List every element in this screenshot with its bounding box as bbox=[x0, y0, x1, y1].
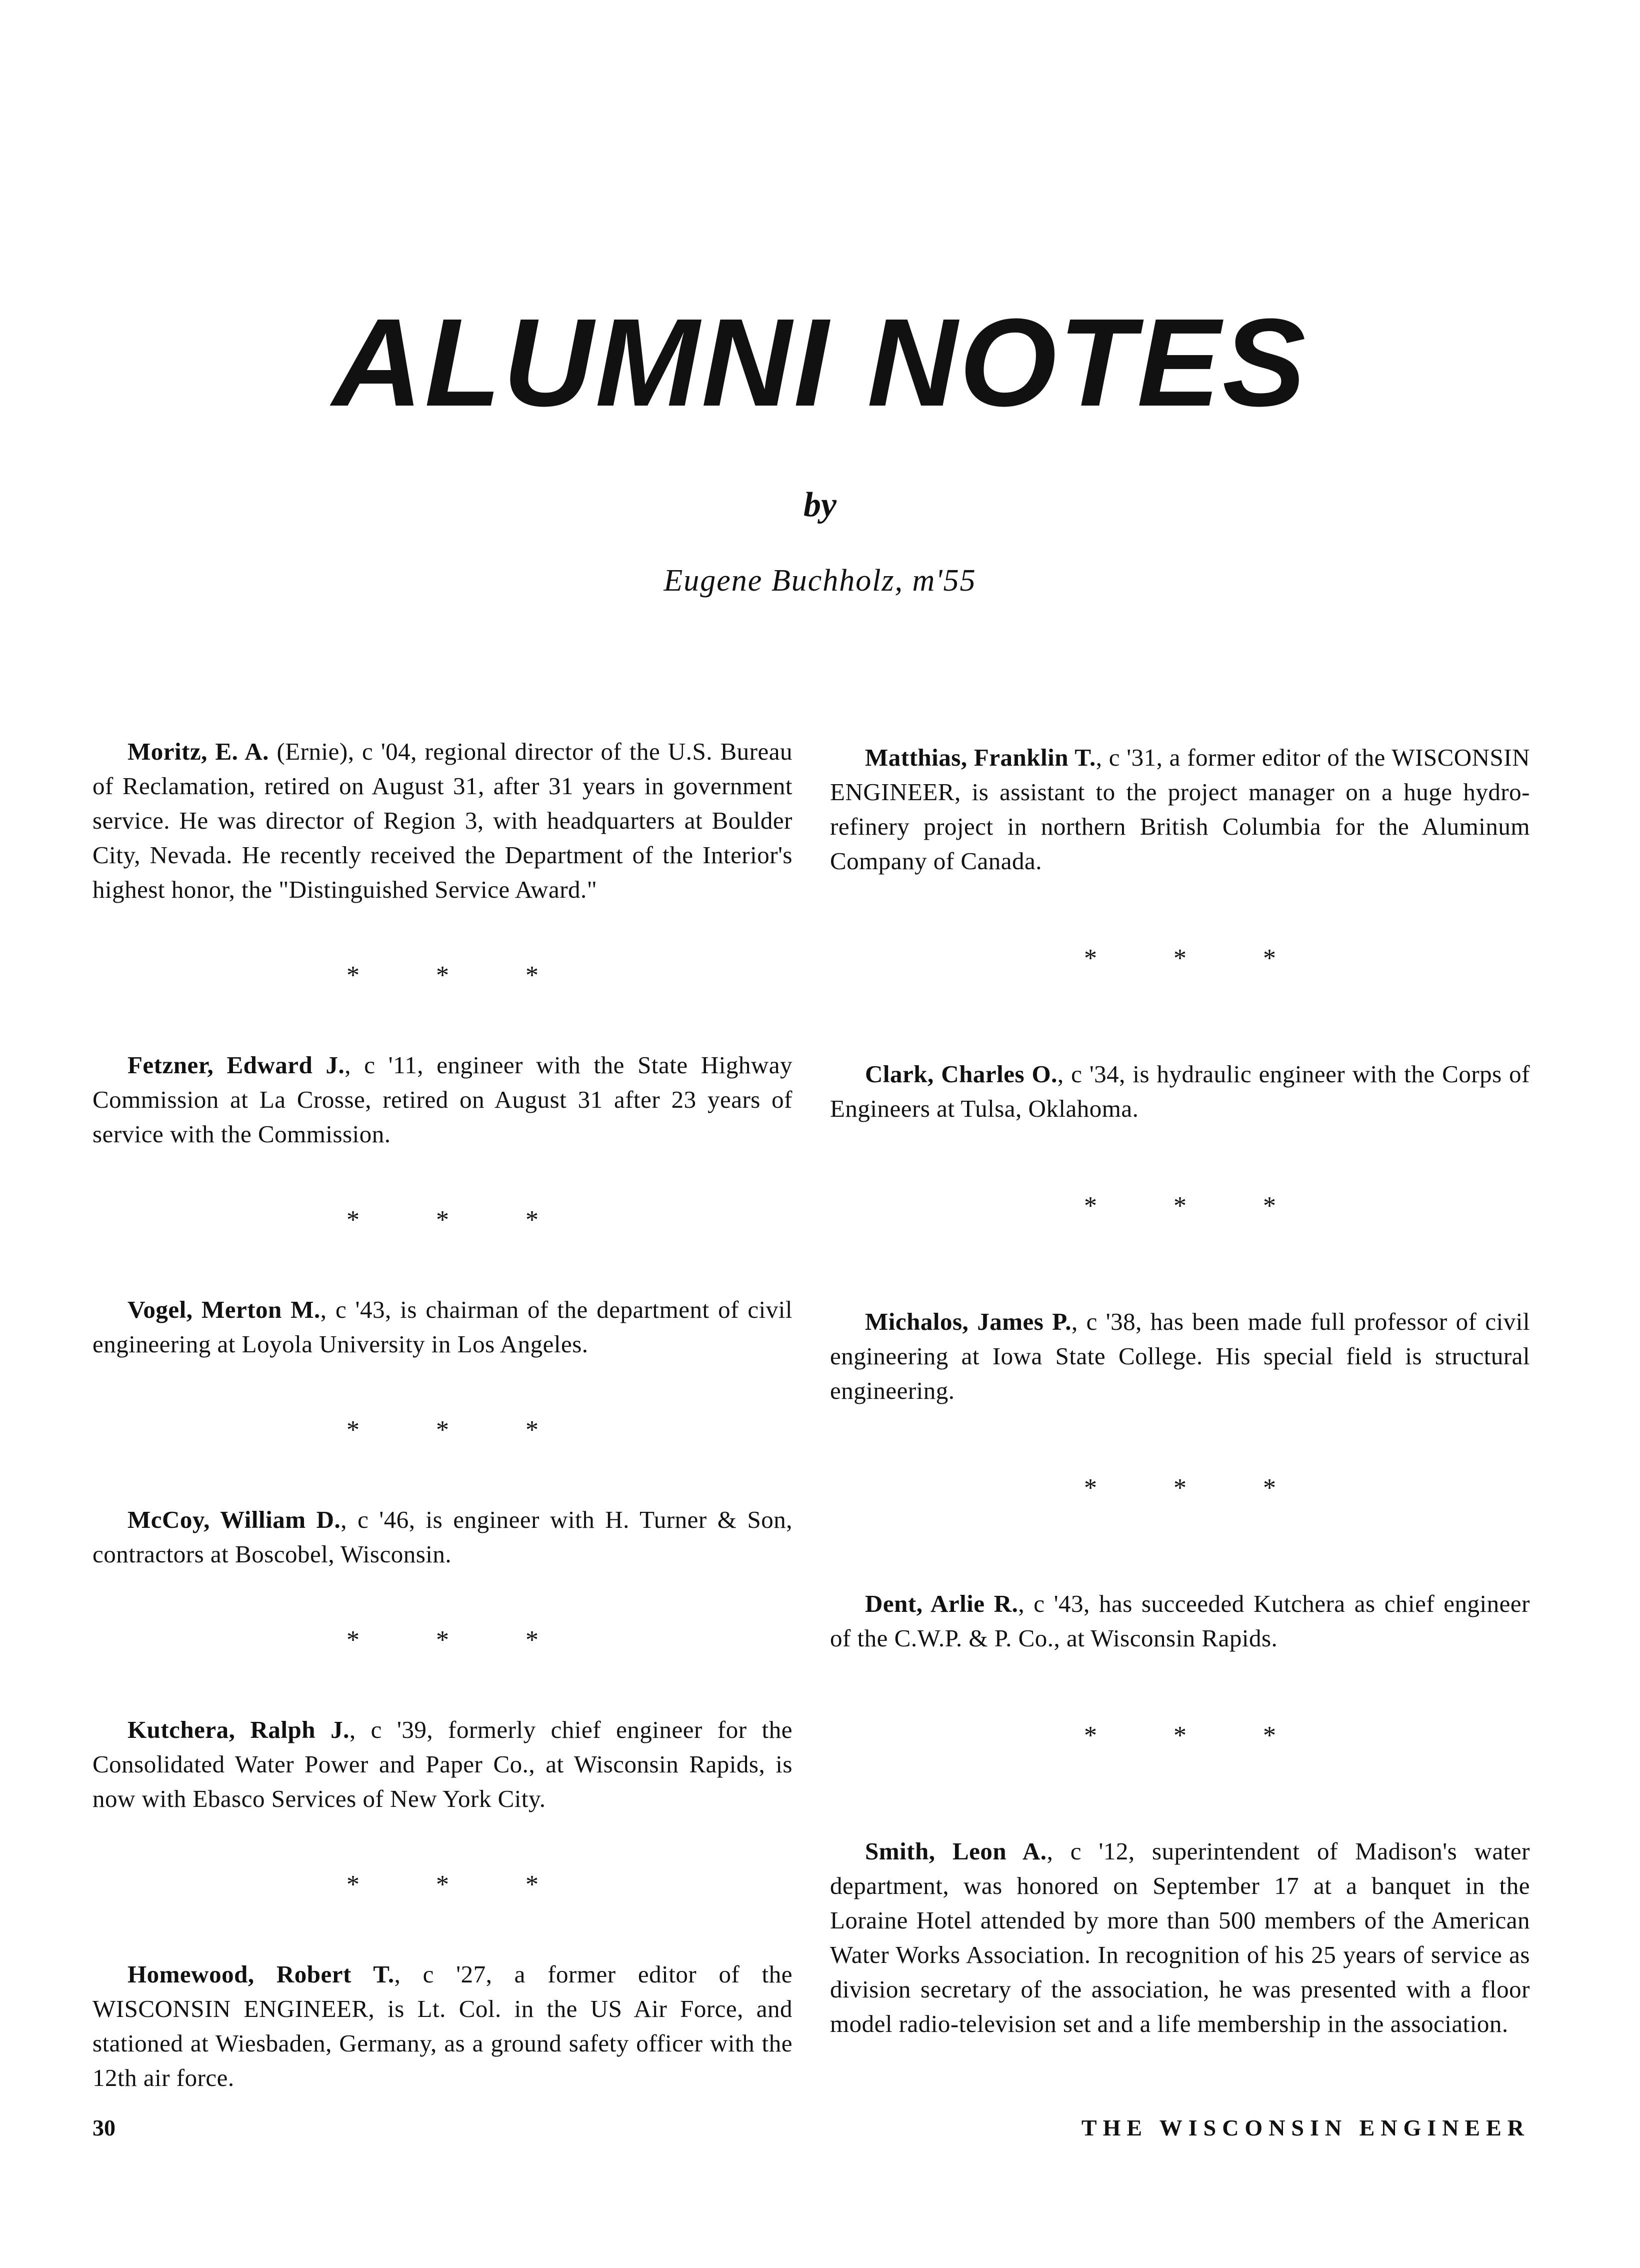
alumni-note-fetzner bbox=[92, 1048, 792, 1151]
alumni-note-clark bbox=[830, 1057, 1530, 1126]
alumni-note-homewood bbox=[92, 1957, 792, 2095]
alumni-note-text: , c '39, formerly chief engineer for the Consolidated Water Power and Paper Co., at Wisconsin Rapids, is now with Ebasco Services of New York City. bbox=[92, 1716, 792, 1812]
alumni-note-matthias bbox=[830, 740, 1530, 878]
alumni-name: Homewood, Robert T. bbox=[128, 1960, 394, 1988]
alumni-note-text: , c '34, is hydraulic engineer with the Corps of Engineers at Tulsa, Oklahoma. bbox=[830, 1060, 1530, 1122]
alumni-note-text: , c '43, has succeeded Kutchera as chief engineer of the C.W.P. & P. Co., at Wisconsin Rapids. bbox=[830, 1590, 1530, 1652]
alumni-name: McCoy, William D. bbox=[128, 1506, 341, 1533]
separator: * * * bbox=[1084, 1192, 1311, 1220]
alumni-note-text: , c '12, superintendent of Madison's water department, was honored on September 17 at a banquet in the Loraine Hotel attended by more than 500 members of the American Water Works Association. In recognition of his 25 years of service as division secretary of the association, he was presented with a floor model radio-television set and a life membership in the association. bbox=[830, 1837, 1530, 2037]
separator: * * * bbox=[346, 961, 574, 990]
alumni-note-mccoy bbox=[92, 1502, 792, 1571]
alumni-name: Smith, Leon A. bbox=[865, 1837, 1047, 1865]
page-number: 30 bbox=[92, 2115, 116, 2140]
alumni-name: Kutchera, Ralph J. bbox=[128, 1716, 350, 1743]
byline-by: by bbox=[803, 486, 837, 524]
alumni-note-vogel bbox=[92, 1292, 792, 1361]
alumni-note-kutchera bbox=[92, 1712, 792, 1816]
right-column bbox=[830, 740, 1530, 2041]
alumni-note-michalos bbox=[830, 1304, 1530, 1408]
alumni-note-moritz bbox=[92, 734, 792, 907]
alumni-note-text: , c '43, is chairman of the department of civil engineering at Loyola University in Los Angeles. bbox=[92, 1296, 792, 1358]
left-column bbox=[92, 734, 792, 2095]
byline-author: Eugene Buchholz, m'55 bbox=[664, 564, 976, 598]
page-title: ALUMNI NOTES bbox=[332, 293, 1308, 432]
alumni-note-text: , c '27, a former editor of the WISCONSIN ENGINEER, is Lt. Col. in the US Air Force, and stationed at Wiesbaden, Germany, as a ground safety officer with the 12th air force. bbox=[92, 1960, 792, 2091]
alumni-note-text: , c '38, has been made full professor of civil engineering at Iowa State College. His special field is structural engineering. bbox=[830, 1308, 1530, 1404]
alumni-note-smith bbox=[830, 1834, 1530, 2041]
separator: * * * bbox=[1084, 1474, 1311, 1502]
separator: * * * bbox=[346, 1416, 574, 1444]
alumni-name: Moritz, E. A. bbox=[128, 738, 269, 765]
alumni-name: Michalos, James P. bbox=[865, 1308, 1072, 1335]
alumni-name: Vogel, Merton M. bbox=[128, 1296, 320, 1323]
separator: * * * bbox=[1084, 944, 1311, 973]
separator: * * * bbox=[346, 1626, 574, 1654]
magazine-name: THE WISCONSIN ENGINEER bbox=[1081, 2115, 1530, 2140]
alumni-note-text: , c '31, a former editor of the WISCONSIN ENGINEER, is assistant to the project manager on a huge hydro-refinery project in northern British Columbia for the Aluminum Company of Canada. bbox=[830, 744, 1530, 875]
alumni-name: Matthias, Franklin T. bbox=[865, 744, 1096, 771]
alumni-note-text: , c '11, engineer with the State Highway Commission at La Crosse, retired on August 31 after 23 years of service with the Commission. bbox=[92, 1051, 792, 1148]
alumni-note-text: (Ernie), c '04, regional director of the U.S. Bureau of Reclamation, retired on August 31, after 31 years in government service. He was director of Region 3, with headquarters at Boulder City, Nevada. He recently received the Department of the Interior's highest honor, the "Distinguished Service Award." bbox=[92, 738, 792, 903]
separator: * * * bbox=[1084, 1721, 1311, 1750]
alumni-name: Dent, Arlie R. bbox=[865, 1590, 1018, 1617]
alumni-note-text: , c '46, is engineer with H. Turner & Son, contractors at Boscobel, Wisconsin. bbox=[92, 1506, 792, 1568]
separator: * * * bbox=[346, 1206, 574, 1234]
alumni-name: Fetzner, Edward J. bbox=[128, 1051, 345, 1079]
alumni-note-dent bbox=[830, 1586, 1530, 1655]
separator: * * * bbox=[346, 1870, 574, 1899]
alumni-name: Clark, Charles O. bbox=[865, 1060, 1058, 1088]
